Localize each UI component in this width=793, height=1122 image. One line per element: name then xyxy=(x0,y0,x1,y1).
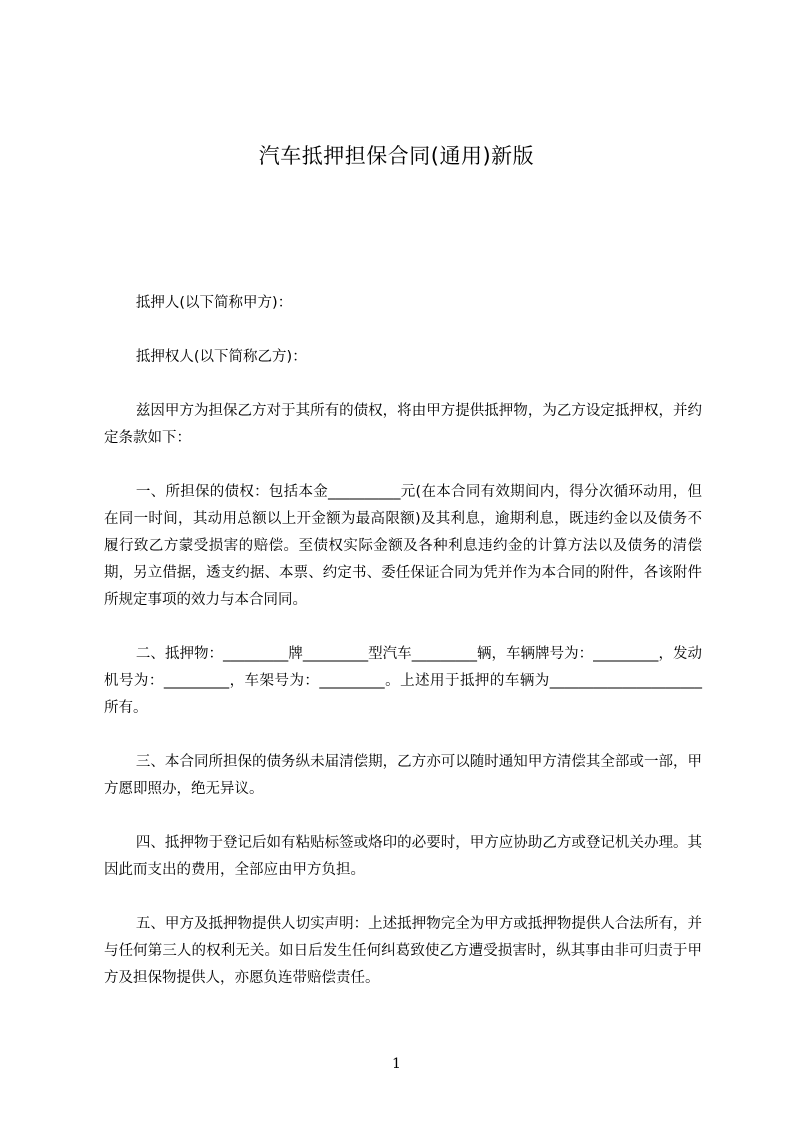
party-b-line: 抵押权人(以下简称乙方)： xyxy=(135,349,307,365)
clause-1-paragraph: 一、所担保的债权：包括本金__________元(在本合同有效期间内，得分次循环动用，但在同一时间，其动用总额以上开金额为最高限额)及其利息，逾期利息，既违约金以及债务不履行致乙方蒙受损害的赔偿。至债权实际金额及各种利息违约金的计算方法以及债务的清偿期，另立借据，透支约据、本票、约定书、委任保证合同为凭并作为本合同的附件，各该附件所规定事项的效力与本合同同。 xyxy=(104,484,702,608)
clause-4-paragraph: 四、抵押物于登记后如有粘贴标签或烙印的必要时，甲方应协助乙方或登记机关办理。其因此而支出的费用，全部应由甲方负担。 xyxy=(104,835,702,878)
document-title: 汽车抵押担保合同(通用)新版 xyxy=(258,144,535,168)
clause-5-paragraph: 五、甲方及抵押物提供人切实声明：上述抵押物完全为甲方或抵押物提供人合法所有，并与任何第三人的权利无关。如日后发生任何纠葛致使乙方遭受损害时，纵其事由非可归责于甲方及担保物提供人，亦愿负连带赔偿责任。 xyxy=(104,916,702,986)
page-number: 1 xyxy=(392,1056,401,1072)
clause-3-paragraph: 三、本合同所担保的债务纵未届清偿期，乙方亦可以随时通知甲方清偿其全部或一部，甲方愿即照办，绝无异议。 xyxy=(104,754,702,797)
preamble-paragraph: 兹因甲方为担保乙方对于其所有的债权，将由甲方提供抵押物，为乙方设定抵押权，并约定条款如下： xyxy=(104,403,702,446)
party-a-line: 抵押人(以下简称甲方)： xyxy=(135,295,293,311)
clause-2-paragraph: 二、抵押物：_________牌_________型汽车_________辆，车辆牌号为：_________，发动机号为：_________，车架号为：_________。上述用于抵押的车辆为_____________________所有。 xyxy=(104,646,702,716)
document-body xyxy=(104,290,702,1019)
